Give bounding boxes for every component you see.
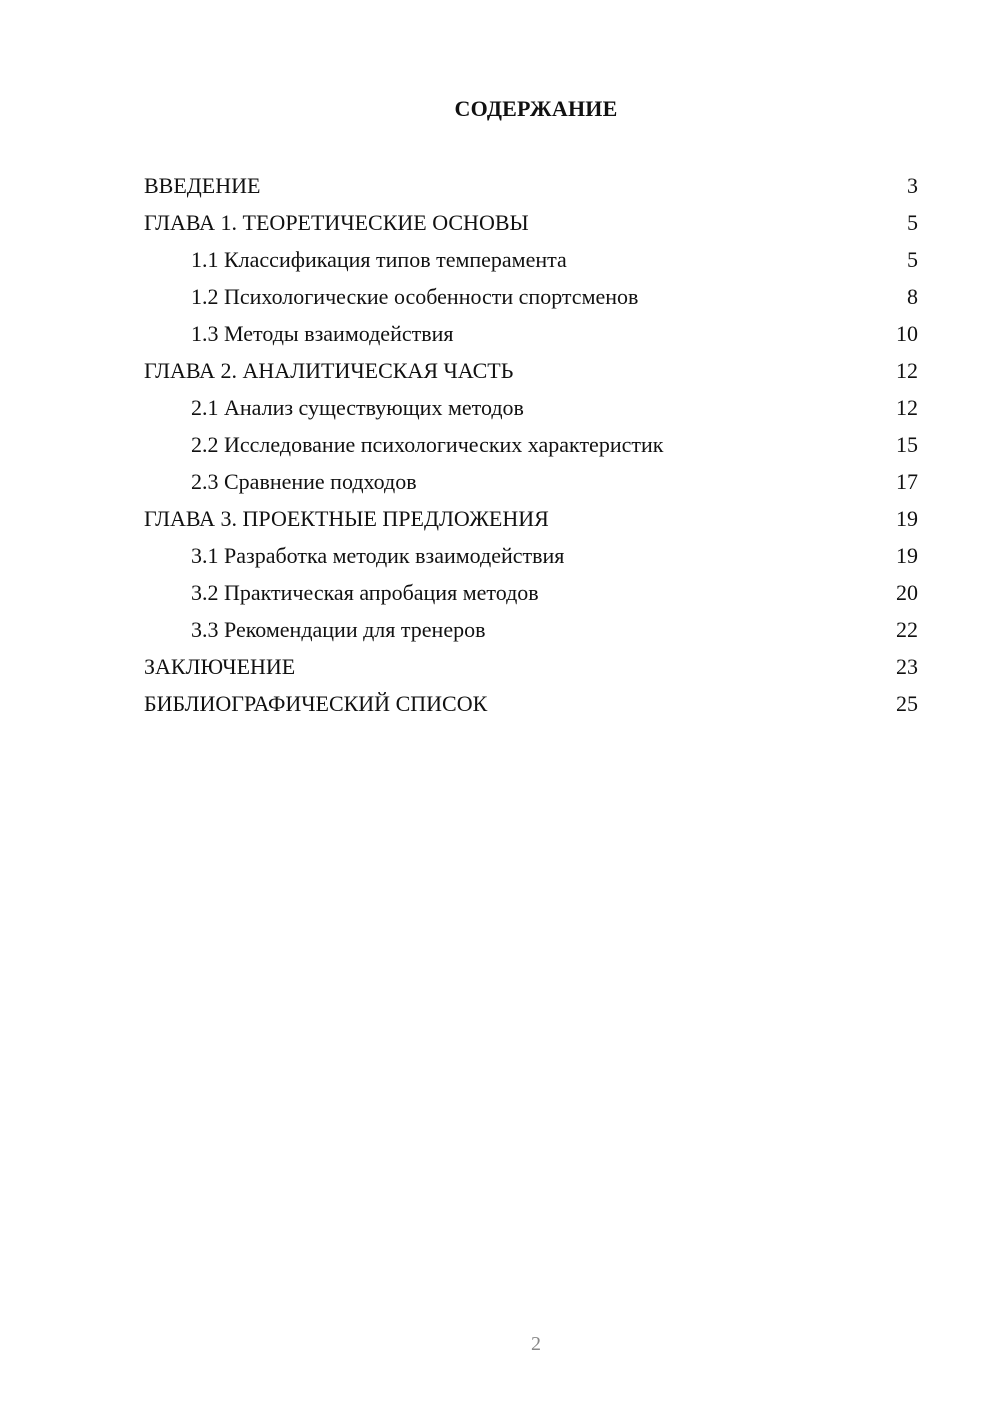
toc-title: СОДЕРЖАНИЕ [454, 96, 618, 121]
toc-entry-label: 3.1 Разработка методик взаимодействия [191, 543, 565, 568]
toc-entry-label: ГЛАВА 3. ПРОЕКТНЫЕ ПРЕДЛОЖЕНИЯ [144, 506, 549, 531]
toc-entry-section-3-1 [144, 537, 918, 574]
toc-entry-section-3-2 [144, 574, 918, 611]
toc-entry-label: БИБЛИОГРАФИЧЕСКИЙ СПИСОК [144, 691, 488, 716]
toc-entry-section-2-3 [144, 463, 918, 500]
toc-entry-chapter-2 [144, 352, 918, 389]
toc-entry-section-2-2 [144, 426, 918, 463]
toc-entry-section-2-1 [144, 389, 918, 426]
toc-entry-page: 10 [896, 321, 918, 346]
toc-entry-page: 17 [896, 469, 918, 494]
toc-entry-introduction [144, 167, 918, 204]
toc-entry-label: 3.2 Практическая апробация методов [191, 580, 539, 605]
toc-entry-label: ГЛАВА 2. АНАЛИТИЧЕСКАЯ ЧАСТЬ [144, 358, 514, 383]
toc-entry-page: 25 [896, 691, 918, 716]
toc-entry-page: 22 [896, 617, 918, 642]
page-number: 2 [531, 1333, 541, 1355]
toc-entry-chapter-1 [144, 204, 918, 241]
toc-entry-label: ГЛАВА 1. ТЕОРЕТИЧЕСКИЕ ОСНОВЫ [144, 210, 529, 235]
toc-entry-page: 12 [896, 395, 918, 420]
toc-entry-label: 3.3 Рекомендации для тренеров [191, 617, 486, 642]
toc-entry-label: 1.2 Психологические особенности спортсменов [191, 284, 639, 309]
toc-entry-label: 1.1 Классификация типов темперамента [191, 247, 567, 272]
toc-entry-label: 2.1 Анализ существующих методов [191, 395, 524, 420]
toc-entry-page: 5 [907, 247, 918, 272]
toc-entry-label: 2.3 Сравнение подходов [191, 469, 417, 494]
toc-entry-page: 20 [896, 580, 918, 605]
toc-entry-label: ВВЕДЕНИЕ [144, 173, 261, 198]
toc-entry-label: 2.2 Исследование психологических характеристик [191, 432, 664, 457]
toc-entry-page: 8 [907, 284, 918, 309]
toc-entry-page: 23 [896, 654, 918, 679]
toc-entry-chapter-3 [144, 500, 918, 537]
table-of-contents [144, 167, 918, 722]
toc-entry-conclusion [144, 648, 918, 685]
toc-entry-section-1-3 [144, 315, 918, 352]
toc-entry-page: 5 [907, 210, 918, 235]
toc-entry-bibliography [144, 685, 918, 722]
toc-entry-section-3-3 [144, 611, 918, 648]
toc-entry-page: 15 [896, 432, 918, 457]
toc-entry-page: 19 [896, 543, 918, 568]
toc-entry-label: 1.3 Методы взаимодействия [191, 321, 454, 346]
toc-entry-page: 19 [896, 506, 918, 531]
toc-entry-page: 12 [896, 358, 918, 383]
toc-entry-page: 3 [907, 173, 918, 198]
toc-entry-section-1-2 [144, 278, 918, 315]
toc-entry-label: ЗАКЛЮЧЕНИЕ [144, 654, 296, 679]
toc-entry-section-1-1 [144, 241, 918, 278]
